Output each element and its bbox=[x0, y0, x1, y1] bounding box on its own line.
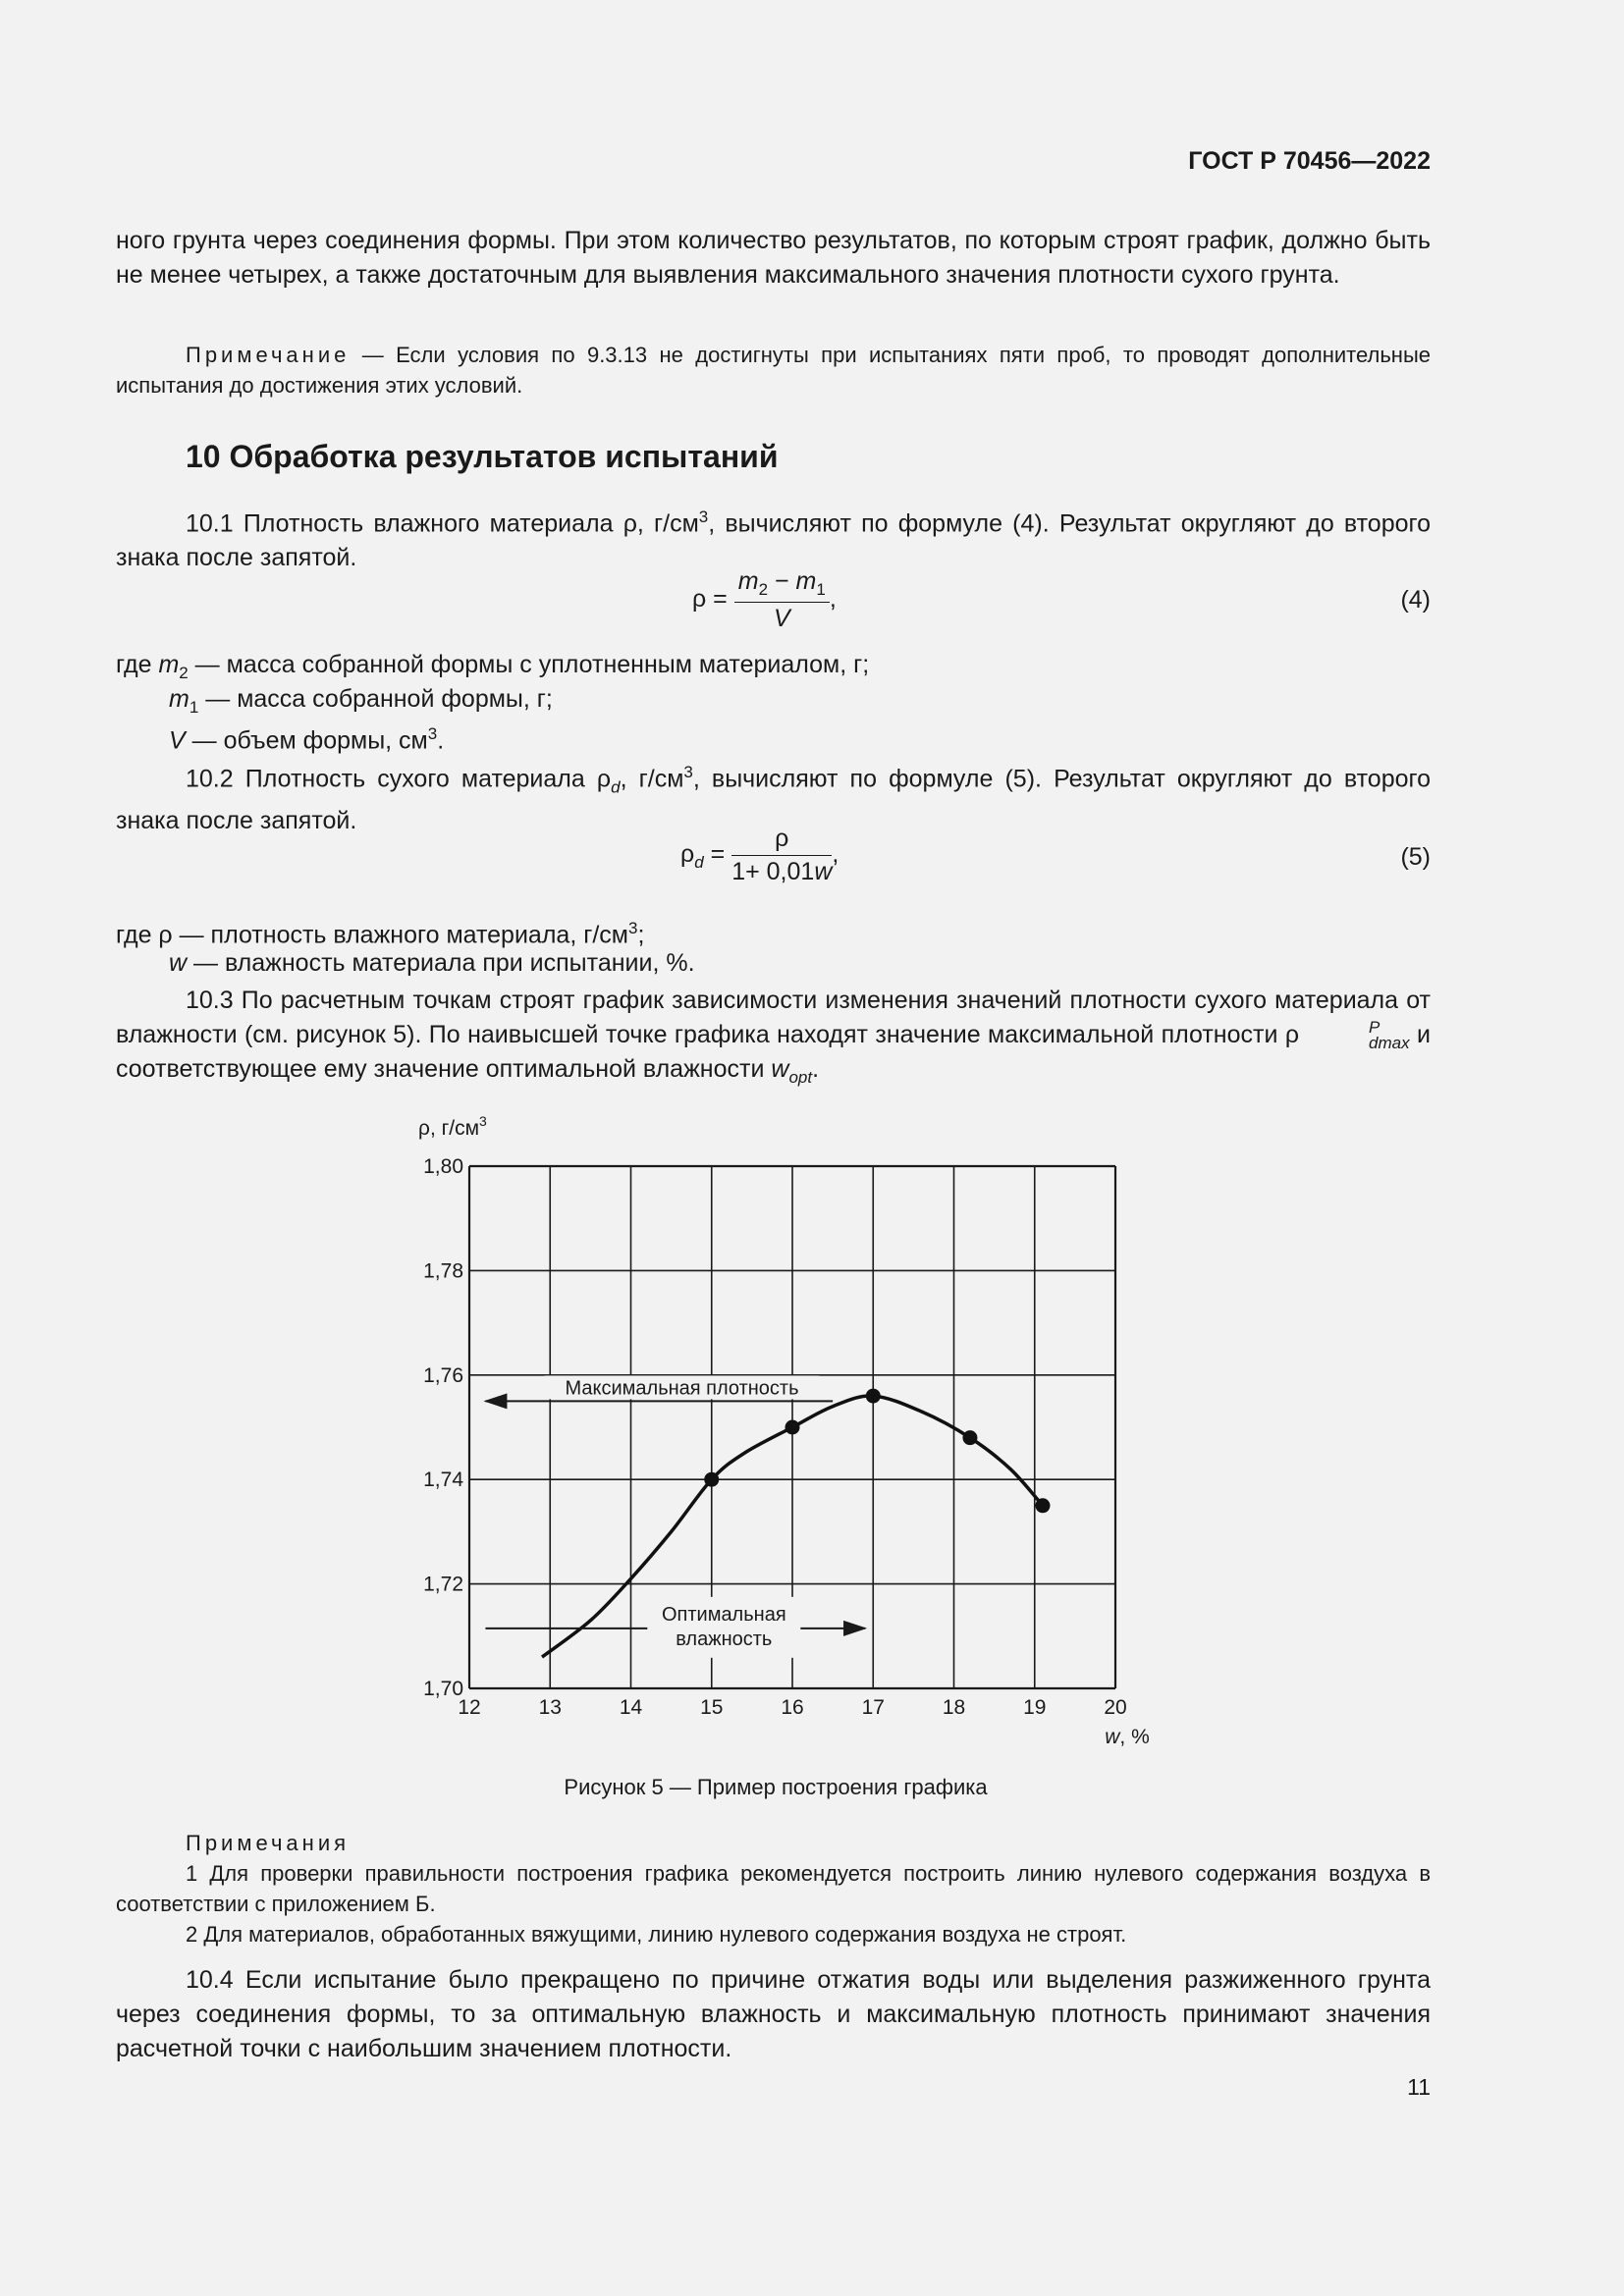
p103-sub: dmax bbox=[1369, 1034, 1410, 1052]
intro-paragraph: ного грунта через соединения формы. При этом количество результатов, по которым строят график, должно быть не менее четырех, а также достаточным для выявления максимального значения плотности сухого грунта. bbox=[116, 227, 1431, 289]
formula5-denominator bbox=[731, 856, 832, 886]
f5-lhs: ρ bbox=[680, 840, 695, 869]
paragraph-10-3 bbox=[116, 984, 1431, 1095]
p102-sub: d bbox=[611, 777, 621, 797]
p101-text-b: , вычисляют по формуле (4). Результат округляют до второго знака после запятой. bbox=[116, 509, 1431, 572]
p103-w: w bbox=[771, 1055, 789, 1083]
f4-sub2: 2 bbox=[758, 580, 769, 599]
annotation-label: Оптимальная bbox=[661, 1603, 786, 1626]
paragraph-10-4: 10.4 Если испытание было прекращено по причине отжатия воды или выделения разжиженного грунта через соединения формы, то за оптимальную влажность и максимальную плотность принимают значения расчетной точки с наибольшим значением плотности. bbox=[116, 1966, 1431, 2062]
x-tick-labels bbox=[458, 1696, 1126, 1719]
p102-text-c: , вычисляют по формуле (5). Результат округляют до второго знака после запятой. bbox=[116, 765, 1431, 835]
defs5-d2-text: — влажность материала при испытании, %. bbox=[187, 949, 695, 977]
document-header: ГОСТ Р 70456—2022 bbox=[1188, 147, 1431, 175]
formula-4 bbox=[692, 567, 837, 633]
data-points bbox=[704, 1389, 1050, 1514]
p102-text-a: 10.2 Плотность сухого материала ρ bbox=[186, 765, 612, 793]
defs4-d1-sub: 2 bbox=[179, 664, 189, 682]
defs4-d3-end: . bbox=[437, 726, 445, 755]
defs5-d1-sup: 3 bbox=[627, 919, 638, 937]
x-tick-label: 14 bbox=[619, 1696, 643, 1719]
f5-den-w: w bbox=[814, 858, 833, 885]
data-point bbox=[1035, 1498, 1050, 1513]
x-tick-label: 19 bbox=[1023, 1696, 1047, 1719]
y-tick-label: 1,72 bbox=[423, 1573, 463, 1596]
f4-minus: − bbox=[768, 567, 796, 595]
p101-text-a: 10.1 Плотность влажного материала ρ, г/см bbox=[186, 509, 699, 538]
note-2: 2 Для материалов, обработанных вяжущими, линию нулевого содержания воздуха не строят. bbox=[186, 1922, 1127, 1947]
x-tick-label: 18 bbox=[942, 1696, 966, 1719]
f5-tail: , bbox=[832, 840, 839, 869]
y-tick-label: 1,70 bbox=[423, 1678, 463, 1700]
formula5-fraction bbox=[731, 825, 832, 886]
p103-end: . bbox=[812, 1055, 820, 1083]
x-tick-label: 20 bbox=[1104, 1696, 1127, 1719]
y-tick-labels bbox=[423, 1155, 463, 1700]
notes-label-text: Примечания bbox=[186, 1831, 351, 1855]
p103-text-a: 10.3 По расчетным точкам строят график зависимости изменения значений плотности сухого материала от влажности (см. рисунок 5). По наивысшей точке графика находят значение максимальной плотности ρ bbox=[116, 987, 1431, 1048]
x-axis-label: w, % bbox=[1105, 1726, 1150, 1748]
y-tick-label: 1,74 bbox=[423, 1468, 463, 1492]
p102-text-b: , г/см bbox=[620, 765, 684, 793]
note-text: — Если условия по 9.3.13 не достигнуты при испытаниях пяти проб, то проводят дополнительные испытания до достижения этих условий. bbox=[116, 343, 1431, 398]
defs4-d3-sup: 3 bbox=[427, 724, 438, 743]
y-tick-label: 1,80 bbox=[423, 1155, 463, 1178]
f5-den-a: 1+ 0,01 bbox=[731, 858, 815, 885]
defs4-d1-var: m bbox=[158, 651, 180, 678]
p103-sup: P bbox=[1369, 1018, 1380, 1037]
x-tick-label: 16 bbox=[781, 1696, 804, 1719]
defs4-d3-text: — объем формы, см bbox=[185, 726, 428, 755]
defs4-d1-text: — масса собранной формы с уплотненным материалом, г; bbox=[188, 651, 870, 678]
equation-number-4: (4) bbox=[1400, 586, 1431, 614]
p103-subsup bbox=[1299, 1020, 1410, 1051]
data-point bbox=[704, 1472, 719, 1487]
formula4-lhs: ρ = bbox=[692, 585, 728, 614]
formula4-numerator bbox=[734, 567, 830, 603]
p102-sup: 3 bbox=[683, 763, 693, 781]
data-point bbox=[785, 1420, 800, 1435]
figure-5-chart bbox=[393, 1099, 1178, 1767]
annotation-label: влажность bbox=[676, 1628, 773, 1650]
defs5-d2-var: w bbox=[169, 949, 188, 977]
intro-note bbox=[116, 340, 1431, 400]
notes-label bbox=[186, 1828, 350, 1858]
formula-5 bbox=[680, 825, 839, 886]
y-axis-label: ρ, $г/см^3$ bbox=[418, 1113, 487, 1140]
y-tick-label: 1,76 bbox=[423, 1363, 463, 1387]
f4-sub1: 1 bbox=[816, 580, 826, 599]
definition-v bbox=[169, 717, 444, 758]
x-tick-label: 15 bbox=[700, 1696, 724, 1719]
note-label: Примечание bbox=[186, 343, 351, 367]
f5-eq: = bbox=[703, 840, 726, 869]
f4-den: V bbox=[773, 605, 790, 632]
y-tick-label: 1,78 bbox=[423, 1259, 463, 1283]
x-tick-label: 17 bbox=[861, 1696, 885, 1719]
defs4-d3-var: V bbox=[169, 726, 186, 755]
f5-lhs-sub: d bbox=[694, 853, 704, 873]
p101-sup: 3 bbox=[698, 507, 709, 526]
f4-m1: m bbox=[795, 567, 817, 595]
p103-text-b: и соответствующее ему значение оптимальной влажности bbox=[116, 1021, 1431, 1083]
note-1: 1 Для проверки правильности построения графика рекомендуется построить линию нулевого содержания воздуха в соответствии с приложением Б. bbox=[116, 1861, 1431, 1916]
definition-w bbox=[169, 946, 695, 981]
formula4-tail: , bbox=[829, 585, 837, 614]
f4-m2: m bbox=[737, 567, 759, 595]
section-title: 10 Обработка результатов испытаний bbox=[186, 439, 779, 474]
formula4-denominator bbox=[734, 603, 830, 633]
defs4-d2-var: m bbox=[169, 685, 189, 713]
defs5-where: где ρ bbox=[116, 921, 173, 949]
defs5-d1-text: — плотность влажного материала, г/см bbox=[172, 921, 628, 949]
f5-num: ρ bbox=[731, 825, 832, 856]
data-point bbox=[866, 1389, 881, 1404]
defs4-where: где bbox=[116, 651, 159, 678]
paragraph-10-1 bbox=[116, 500, 1431, 575]
figure-caption: Рисунок 5 — Пример построения графика bbox=[564, 1775, 988, 1799]
defs4-d2-sub: 1 bbox=[189, 698, 199, 717]
x-tick-label: 12 bbox=[458, 1696, 481, 1719]
x-tick-label: 13 bbox=[538, 1696, 562, 1719]
defs4-d2-text: — масса собранной формы, г; bbox=[198, 685, 553, 713]
data-point bbox=[962, 1430, 977, 1445]
page-number: 11 bbox=[1407, 2074, 1431, 2100]
defs5-d1-end: ; bbox=[637, 921, 645, 949]
formula4-fraction bbox=[734, 567, 830, 633]
p103-w-sub: opt bbox=[788, 1068, 813, 1087]
equation-number-5: (5) bbox=[1400, 843, 1431, 871]
annotation-label: Максимальная плотность bbox=[565, 1377, 799, 1400]
